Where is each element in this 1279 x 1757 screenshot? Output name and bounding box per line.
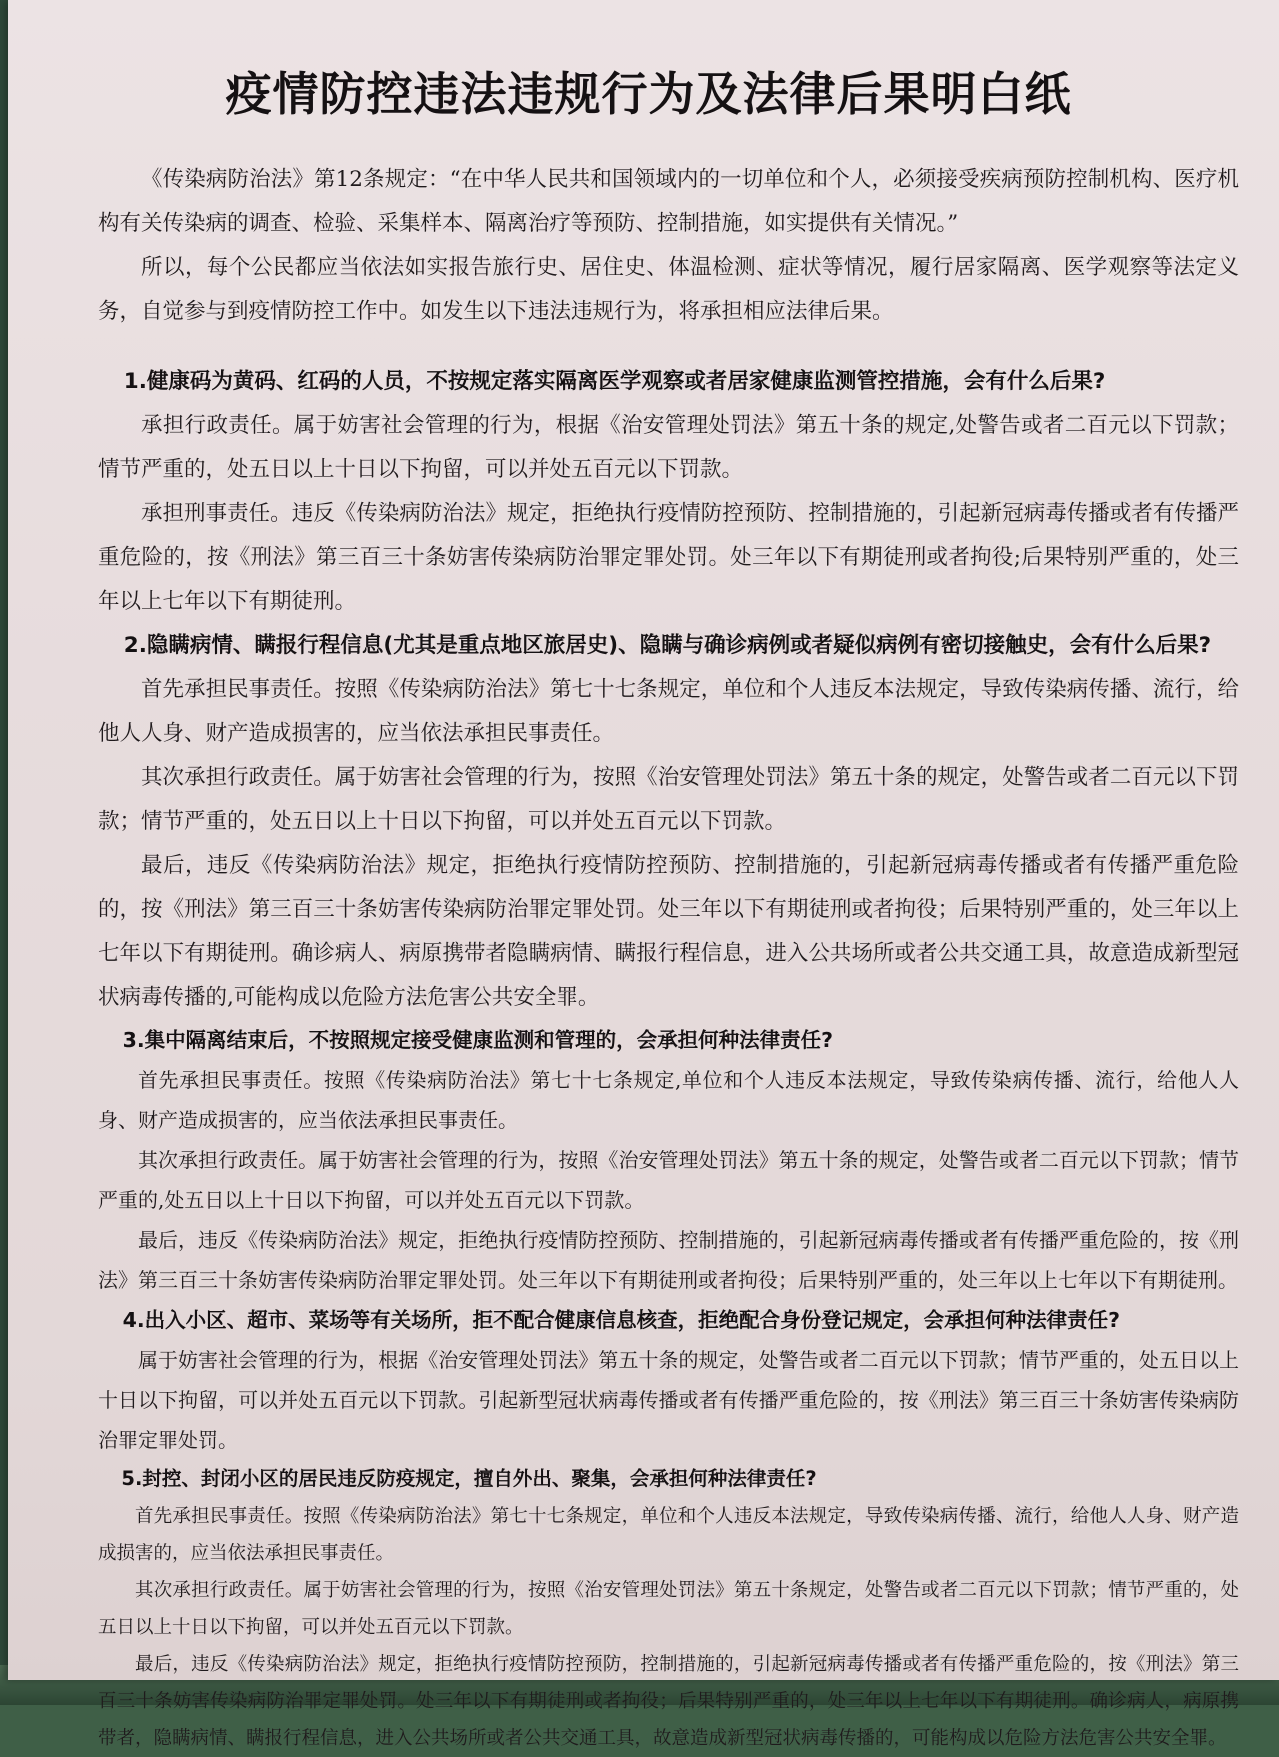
section-3 xyxy=(98,1020,1239,1300)
intro-paragraph-2: 所以，每个公民都应当依法如实报告旅行史、居住史、体温检测、症状等情况，履行居家隔离、医学观察等法定义务，自觉参与到疫情防控工作中。如发生以下违法违规行为，将承担相应法律后果。 xyxy=(98,255,1239,324)
section-paragraph: 其次承担行政责任。属于妨害社会管理的行为，按照《治安管理处罚法》第五十条规定，处警告或者二百元以下罚款；情节严重的，处五日以上十日以下拘留，可以并处五百元以下罚款。 xyxy=(98,1580,1239,1638)
section-question: 3.集中隔离结束后，不按照规定接受健康监测和管理的，会承担何种法律责任? xyxy=(122,1028,834,1052)
section-paragraph: 其次承担行政责任。属于妨害社会管理的行为，按照《治安管理处罚法》第五十条的规定，处警告或者二百元以下罚款；情节严重的，处五日以上十日以下拘留，可以并处五百元以下罚款。 xyxy=(98,765,1239,834)
section-question: 2.隐瞒病情、瞒报行程信息(尤其是重点地区旅居史)、隐瞒与确诊病例或者疑似病例有密切接触史，会有什么后果? xyxy=(123,633,1212,658)
section-5 xyxy=(98,1460,1239,1757)
intro-paragraph-1: 《传染病防治法》第12条规定：“在中华人民共和国领域内的一切单位和个人，必须接受疾病预防控制机构、医疗机构有关传染病的调查、检验、采集样本、隔离治疗等预防、控制措施，如实提供有关情况。” xyxy=(98,167,1239,236)
document-title: 疫情防控违法违规行为及法律后果明白纸 xyxy=(225,67,1072,121)
section-paragraph: 属于妨害社会管理的行为，根据《治安管理处罚法》第五十条的规定，处警告或者二百元以下罚款；情节严重的，处五日以上十日以下拘留，可以并处五百元以下罚款。引起新型冠状病毒传播或者有传播严重危险的，按《刑法》第三百三十条妨害传染病防治罪定罪处罚。 xyxy=(98,1348,1239,1452)
section-1 xyxy=(98,360,1239,624)
section-2 xyxy=(98,624,1239,1020)
section-4 xyxy=(98,1300,1239,1460)
section-paragraph: 其次承担行政责任。属于妨害社会管理的行为，按照《治安管理处罚法》第五十条的规定，处警告或者二百元以下罚款；情节严重的,处五日以上十日以下拘留，可以并处五百元以下罚款。 xyxy=(98,1148,1239,1212)
section-question: 1.健康码为黄码、红码的人员，不按规定落实隔离医学观察或者居家健康监测管控措施，会有什么后果? xyxy=(123,369,1106,394)
section-paragraph: 首先承担民事责任。按照《传染病防治法》第七十七条规定，单位和个人违反本法规定，导致传染病传播、流行，给他人人身、财产造成损害的，应当依法承担民事责任。 xyxy=(98,1506,1239,1564)
section-paragraph: 最后，违反《传染病防治法》规定，拒绝执行疫情防控预防，控制措施的，引起新冠病毒传播或者有传播严重危险的，按《刑法》第三百三十条妨害传染病防治罪定罪处罚。处三年以下有期徒刑或者拘役；后果特别严重的，处三年以上七年以下有期徒刑。确诊病人，病原携带者，隐瞒病情、瞒报行程信息，进入公共场所或者公共交通工具，故意造成新型冠状病毒传播的，可能构成以危险方法危害公共安全罪。 xyxy=(98,1654,1239,1749)
section-question: 5.封控、封闭小区的居民违反防疫规定，擅自外出、聚集，会承担何种法律责任? xyxy=(121,1467,817,1490)
section-question: 4.出入小区、超市、菜场等有关场所，拒不配合健康信息核查，拒绝配合身份登记规定，会承担何种法律责任? xyxy=(122,1308,1121,1332)
section-paragraph: 最后，违反《传染病防治法》规定，拒绝执行疫情防控预防、控制措施的，引起新冠病毒传播或者有传播严重危险的，按《刑法》第三百三十条妨害传染病防治罪定罪处罚。处三年以下有期徒刑或者拘役；后果特别严重的，处三年以上七年以下有期徒刑。确诊病人、病原携带者隐瞒病情、瞒报行程信息，进入公共场所或者公共交通工具，故意造成新型冠状病毒传播的,可能构成以危险方法危害公共安全罪。 xyxy=(98,853,1239,1010)
section-paragraph: 最后，违反《传染病防治法》规定，拒绝执行疫情防控预防、控制措施的，引起新冠病毒传播或者有传播严重危险的，按《刑法》第三百三十条妨害传染病防治罪定罪处罚。处三年以下有期徒刑或者拘役；后果特别严重的，处三年以上七年以下有期徒刑。 xyxy=(98,1228,1239,1292)
section-paragraph: 首先承担民事责任。按照《传染病防治法》第七十七条规定，单位和个人违反本法规定，导致传染病传播、流行，给他人人身、财产造成损害的，应当依法承担民事责任。 xyxy=(98,677,1239,746)
section-paragraph: 承担行政责任。属于妨害社会管理的行为，根据《治安管理处罚法》第五十条的规定,处警告或者二百元以下罚款；情节严重的，处五日以上十日以下拘留，可以并处五百元以下罚款。 xyxy=(98,413,1239,482)
section-paragraph: 首先承担民事责任。按照《传染病防治法》第七十七条规定,单位和个人违反本法规定，导致传染病传播、流行，给他人人身、财产造成损害的，应当依法承担民事责任。 xyxy=(98,1068,1239,1132)
section-paragraph: 承担刑事责任。违反《传染病防治法》规定，拒绝执行疫情防控预防、控制措施的，引起新冠病毒传播或者有传播严重危险的，按《刑法》第三百三十条妨害传染病防治罪定罪处罚。处三年以下有期徒刑或者拘役;后果特别严重的，处三年以上七年以下有期徒刑。 xyxy=(98,501,1239,614)
notice-paper xyxy=(8,0,1279,1749)
spacer xyxy=(98,334,1239,360)
